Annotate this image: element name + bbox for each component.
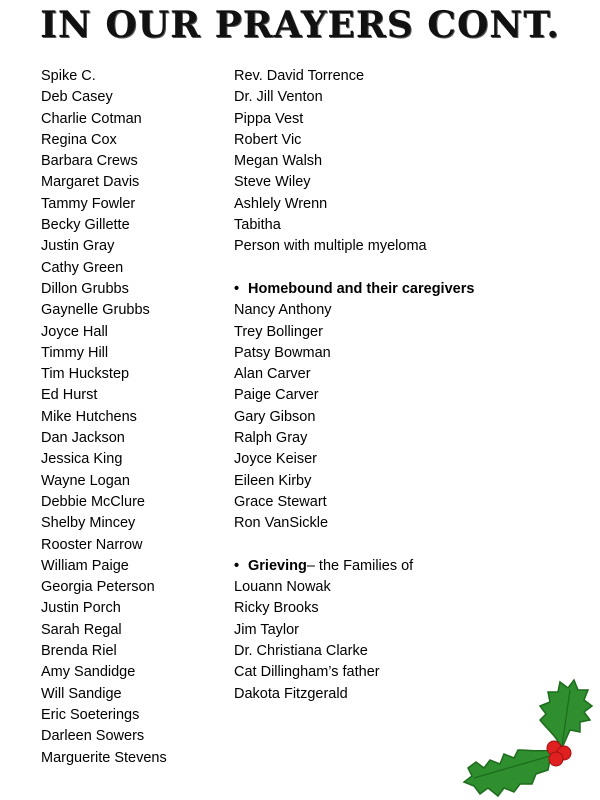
- prayer-name: Regina Cox: [41, 131, 117, 148]
- homebound-name: Nancy Anthony: [234, 302, 332, 319]
- homebound-name: Alan Carver: [234, 366, 311, 383]
- homebound-name: Trey Bollinger: [234, 323, 323, 340]
- prayer-name: Wayne Logan: [41, 472, 130, 489]
- prayer-name: Justin Porch: [41, 600, 121, 617]
- prayer-name: Steve Wiley: [234, 174, 311, 191]
- homebound-name: Gary Gibson: [234, 408, 316, 425]
- homebound-heading: • Homebound and their caregivers: [234, 279, 474, 300]
- prayer-name: Brenda Riel: [41, 643, 117, 660]
- page-title: IN OUR PRAYERS CONT.: [40, 4, 560, 46]
- prayer-name: Rev. David Torrence: [234, 68, 365, 84]
- prayer-name: Joyce Hall: [41, 323, 108, 340]
- prayer-name: Jessica King: [41, 451, 123, 468]
- prayer-name: Timmy Hill: [41, 344, 109, 361]
- grieving-name: Dr. Christiana Clarke: [234, 643, 368, 660]
- bullet-icon: •: [234, 557, 240, 574]
- prayer-name: Will Sandige: [41, 685, 122, 702]
- prayer-list-right: [234, 66, 474, 705]
- homebound-name: Eileen Kirby: [234, 472, 312, 489]
- spacer: [234, 258, 474, 279]
- prayer-name: Barbara Crews: [41, 153, 138, 170]
- homebound-name: Ralph Gray: [234, 430, 308, 447]
- prayer-name: Gaynelle Grubbs: [41, 302, 150, 319]
- prayer-name: Robert Vic: [234, 131, 302, 148]
- prayer-name: Megan Walsh: [234, 153, 323, 170]
- prayer-name: Shelby Mincey: [41, 515, 136, 532]
- prayer-name: Dillon Grubbs: [41, 280, 129, 297]
- holly-berry: [549, 752, 563, 766]
- prayer-name: Becky Gillette: [41, 217, 130, 234]
- prayer-list-left: [41, 66, 167, 769]
- prayer-name: Sarah Regal: [41, 621, 122, 638]
- prayer-name: Ed Hurst: [41, 387, 98, 404]
- holly-leaf: [464, 750, 552, 796]
- spacer: [234, 535, 474, 556]
- grieving-name: Louann Nowak: [234, 579, 331, 596]
- bullet-icon: •: [234, 280, 240, 297]
- holly-icon: [460, 650, 600, 800]
- prayer-name: Debbie McClure: [41, 493, 145, 510]
- prayer-name: Dan Jackson: [41, 430, 125, 447]
- prayer-name: Ashlely Wrenn: [234, 195, 328, 212]
- prayer-name: Justin Gray: [41, 238, 115, 255]
- prayer-name: William Paige: [41, 557, 129, 574]
- homebound-name: Patsy Bowman: [234, 344, 331, 361]
- prayer-name: Tammy Fowler: [41, 195, 136, 212]
- prayer-name: Dr. Jill Venton: [234, 89, 323, 106]
- prayer-name: Marguerite Stevens: [41, 749, 167, 766]
- grieving-heading: • Grieving– the Families of: [234, 556, 474, 577]
- prayer-name: Rooster Narrow: [41, 536, 143, 553]
- prayer-name: Georgia Peterson: [41, 579, 155, 596]
- prayer-name: Eric Soeterings: [41, 706, 140, 723]
- prayer-name: Cathy Green: [41, 259, 124, 276]
- homebound-name: Paige Carver: [234, 387, 319, 404]
- grieving-name: Dakota Fitzgerald: [234, 685, 348, 702]
- prayer-name: Spike C.: [41, 68, 96, 84]
- prayer-name: Amy Sandidge: [41, 664, 136, 681]
- homebound-name: Grace Stewart: [234, 493, 327, 510]
- prayer-name: Deb Casey: [41, 89, 113, 106]
- grieving-name: Ricky Brooks: [234, 600, 319, 617]
- prayer-name: Person with multiple myeloma: [234, 238, 427, 255]
- prayer-name: Margaret Davis: [41, 174, 140, 191]
- prayer-name: Darleen Sowers: [41, 728, 145, 745]
- prayer-name: Charlie Cotman: [41, 110, 142, 127]
- homebound-name: Ron VanSickle: [234, 515, 329, 532]
- grieving-name: Cat Dillingham’s father: [234, 664, 380, 681]
- prayer-name: Mike Hutchens: [41, 408, 137, 425]
- prayer-name: Tabitha: [234, 217, 281, 234]
- grieving-name: Jim Taylor: [234, 621, 299, 638]
- prayer-name: Pippa Vest: [234, 110, 304, 127]
- homebound-name: Joyce Keiser: [234, 451, 318, 468]
- prayer-name: Tim Huckstep: [41, 366, 130, 383]
